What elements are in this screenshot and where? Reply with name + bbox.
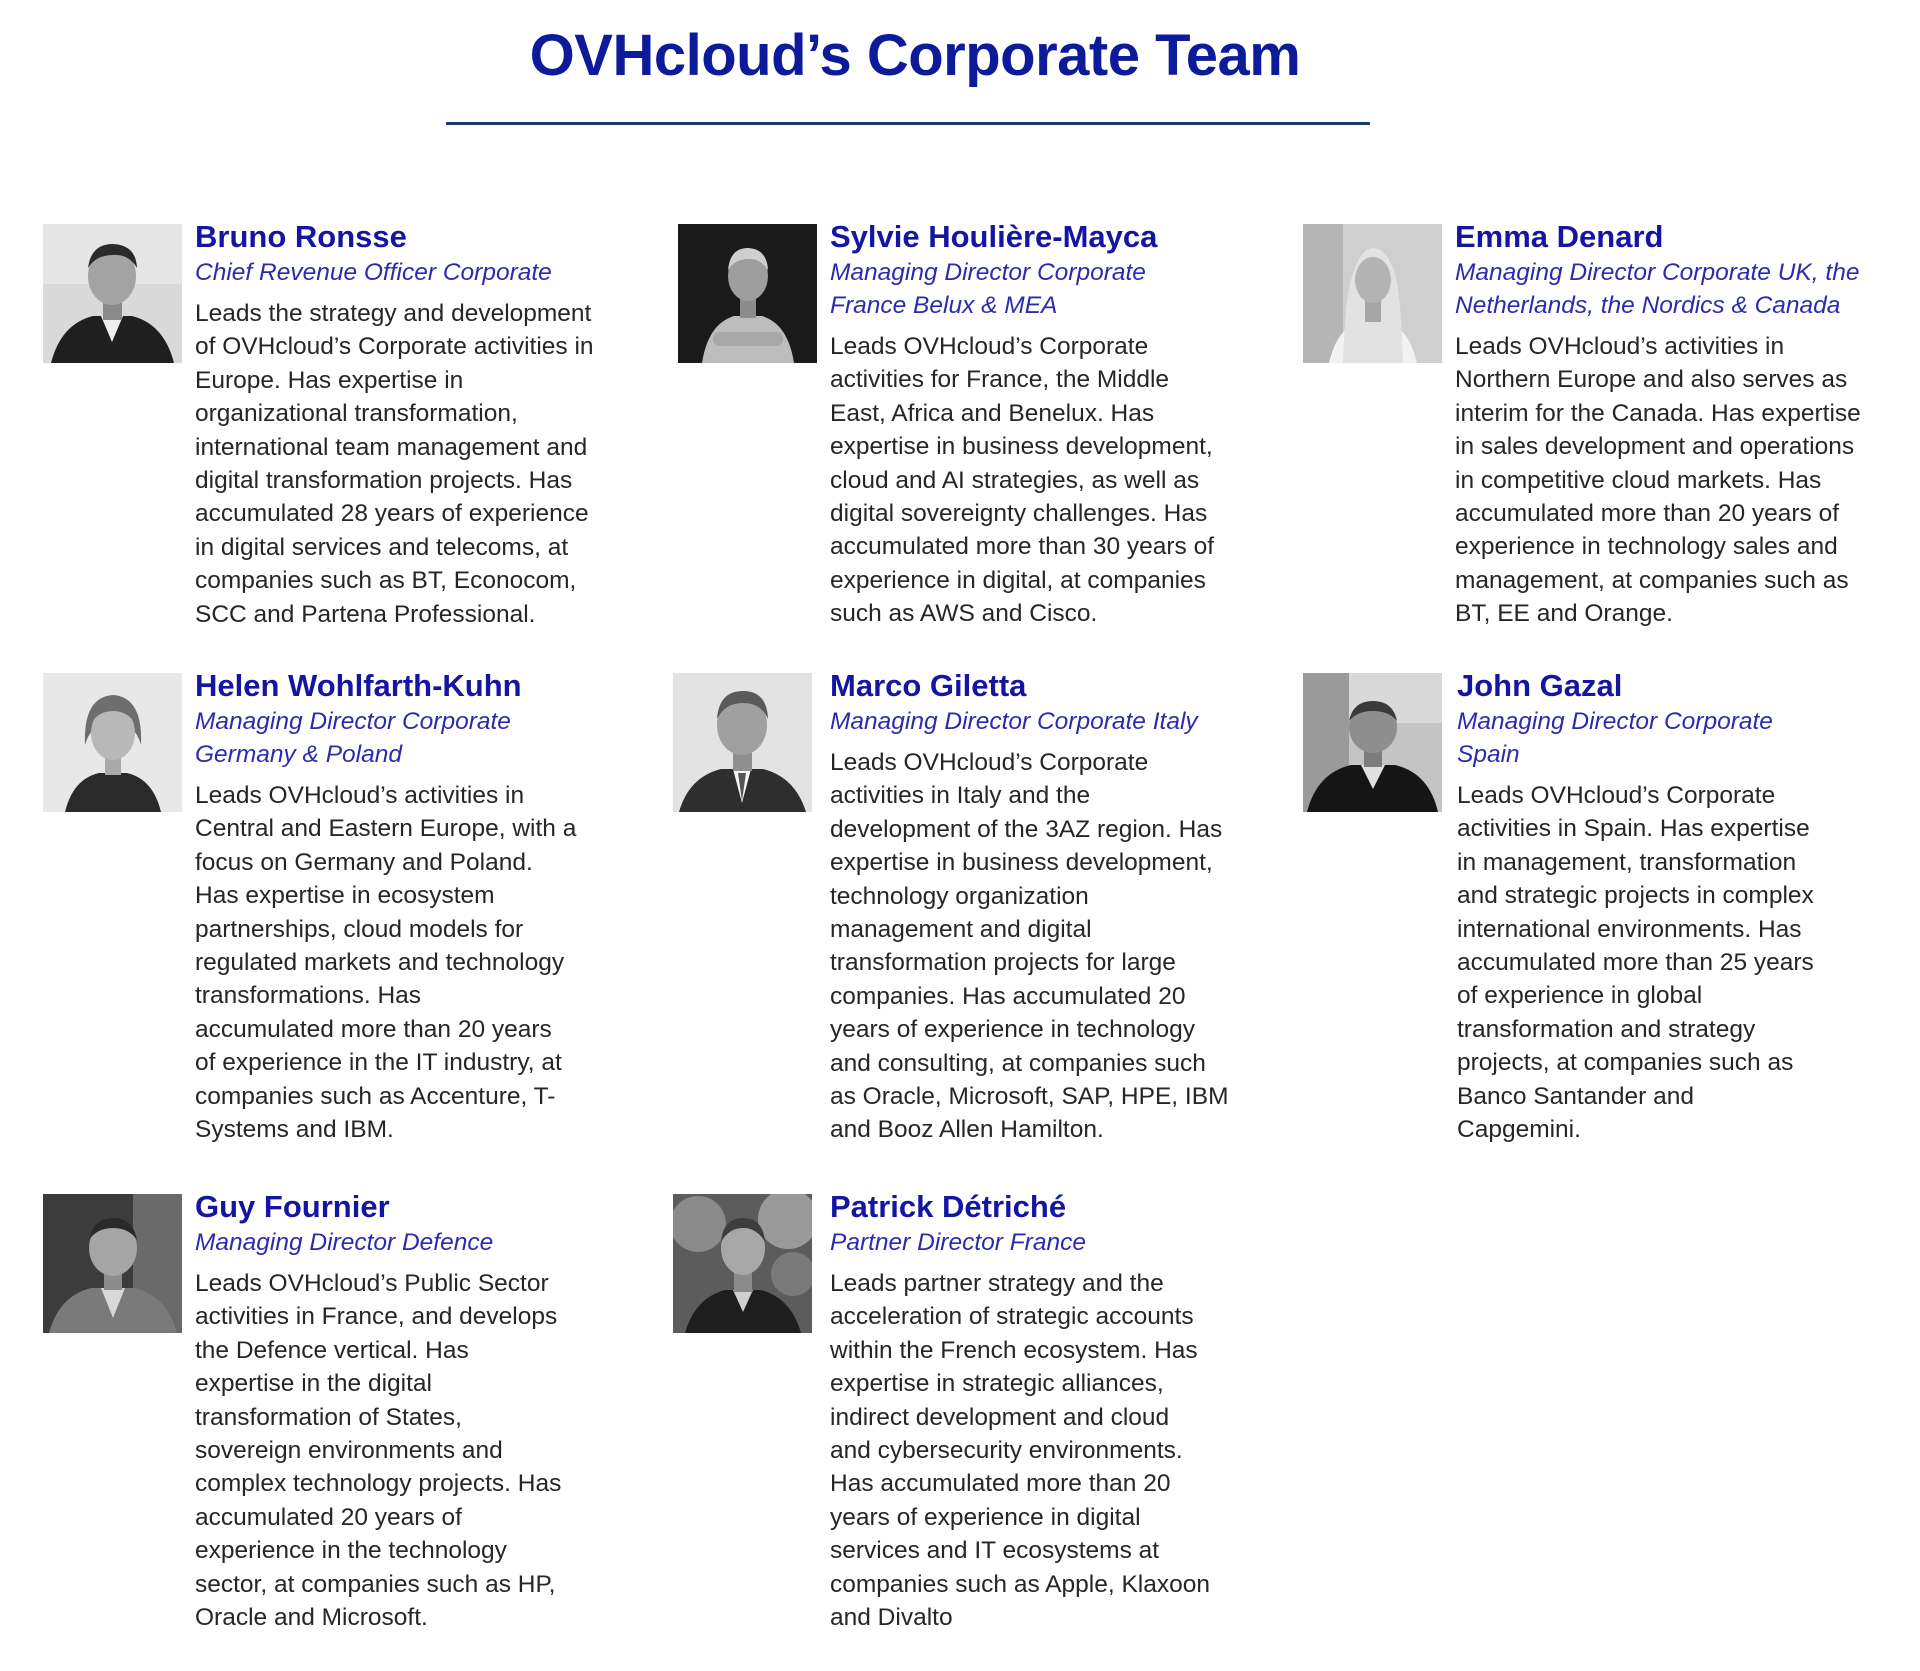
person-name: Helen Wohlfarth-Kuhn bbox=[195, 668, 522, 703]
card-text bbox=[830, 667, 1290, 1147]
portrait-photo bbox=[673, 1194, 812, 1333]
portrait-photo bbox=[43, 673, 182, 812]
person-role: Managing Director Corporate Spain bbox=[1457, 708, 1773, 768]
person-name: Guy Fournier bbox=[195, 1189, 390, 1224]
portrait-photo bbox=[1303, 224, 1442, 363]
card-text bbox=[195, 218, 655, 631]
person-name: Sylvie Houlière-Mayca bbox=[830, 219, 1158, 254]
person-bio: Leads OVHcloud’s Corporate activities in Italy and the development of the 3AZ region. Has expertise in business development, technology organization management and digital transformation projects for large companies. Has accumulated 20 years of experience in technology and consulting, at companies such as Oracle, Microsoft, SAP, HPE, IBM and Booz Allen Hamilton. bbox=[830, 749, 1229, 1144]
portrait-photo bbox=[43, 224, 182, 363]
portrait-photo bbox=[43, 1194, 182, 1333]
person-bio: Leads OVHcloud’s Corporate activities for France, the Middle East, Africa and Benelux. Has expertise in business development, cloud and AI strategies, as well as digital sovereignty challenges. Has accumulated more than 30 years of experience in digital, at companies such as AWS and Cisco. bbox=[830, 333, 1215, 628]
person-name: Patrick Détriché bbox=[830, 1189, 1067, 1224]
person-name: Emma Denard bbox=[1455, 219, 1664, 254]
card-text bbox=[195, 1188, 655, 1634]
person-name: Bruno Ronsse bbox=[195, 219, 407, 254]
person-role: Managing Director Corporate Germany & Poland bbox=[195, 708, 511, 768]
person-role: Managing Director Defence bbox=[195, 1229, 494, 1256]
person-bio: Leads OVHcloud’s activities in Central and Eastern Europe, with a focus on Germany and Poland. Has expertise in ecosystem partnerships, cloud models for regulated markets and technology transformations. Has accumulated more than 20 years of experience in the IT industry, at companies such as Accenture, T- Systems and IBM. bbox=[195, 782, 577, 1144]
person-bio: Leads OVHcloud’s Corporate activities in Spain. Has expertise in management, transformation and strategic projects in complex international environments. Has accumulated more than 25 years of experience in global transformation and strategy projects, at companies such as Banco Santander and Capgemini. bbox=[1457, 782, 1814, 1144]
person-name: John Gazal bbox=[1457, 668, 1623, 703]
card-text bbox=[830, 218, 1290, 631]
person-role: Managing Director Corporate UK, the Netherlands, the Nordics & Canada bbox=[1455, 259, 1860, 319]
person-bio: Leads OVHcloud’s Public Sector activities in France, and develops the Defence vertical. Has expertise in the digital transformation of States, sovereign environments and complex technology projects. Has accumulated 20 years of experience in the technology sector, at companies such as HP, Oracle and Microsoft. bbox=[195, 1270, 562, 1632]
person-role: Managing Director Corporate Italy bbox=[830, 708, 1198, 735]
person-name: Marco Giletta bbox=[830, 668, 1027, 703]
card-text bbox=[1457, 667, 1917, 1146]
person-bio: Leads OVHcloud’s activities in Northern Europe and also serves as interim for the Canada. Has expertise in sales development and operations in competitive cloud markets. Has accumulated more than 20 years of experience in technology sales and management, at companies such as BT, EE and Orange. bbox=[1455, 333, 1861, 628]
person-bio: Leads the strategy and development of OVHcloud’s Corporate activities in Europe. Has expertise in organizational transformation, international team management and digital transformation projects. Has accumulated 28 years of experience in digital services and telecoms, at companies such as BT, Econocom, SCC and Partena Professional. bbox=[195, 300, 594, 628]
person-bio: Leads partner strategy and the acceleration of strategic accounts within the French ecosystem. Has expertise in strategic alliances, indirect development and cloud and cybersecurity environments. Has accumulated more than 20 years of experience in digital services and IT ecosystems at companies such as Apple, Klaxoon and Divalto bbox=[830, 1270, 1210, 1632]
portrait-photo bbox=[678, 224, 817, 363]
portrait-photo bbox=[673, 673, 812, 812]
portrait-photo bbox=[1303, 673, 1442, 812]
page-title: OVHcloud’s Corporate Team bbox=[529, 23, 1301, 88]
card-text bbox=[1455, 218, 1915, 631]
card-text bbox=[830, 1188, 1290, 1634]
person-role: Managing Director Corporate France Belux & MEA bbox=[830, 259, 1146, 319]
person-role: Chief Revenue Officer Corporate bbox=[195, 259, 552, 286]
person-role: Partner Director France bbox=[830, 1229, 1086, 1256]
title-divider bbox=[446, 122, 1370, 125]
card-text bbox=[195, 667, 655, 1146]
